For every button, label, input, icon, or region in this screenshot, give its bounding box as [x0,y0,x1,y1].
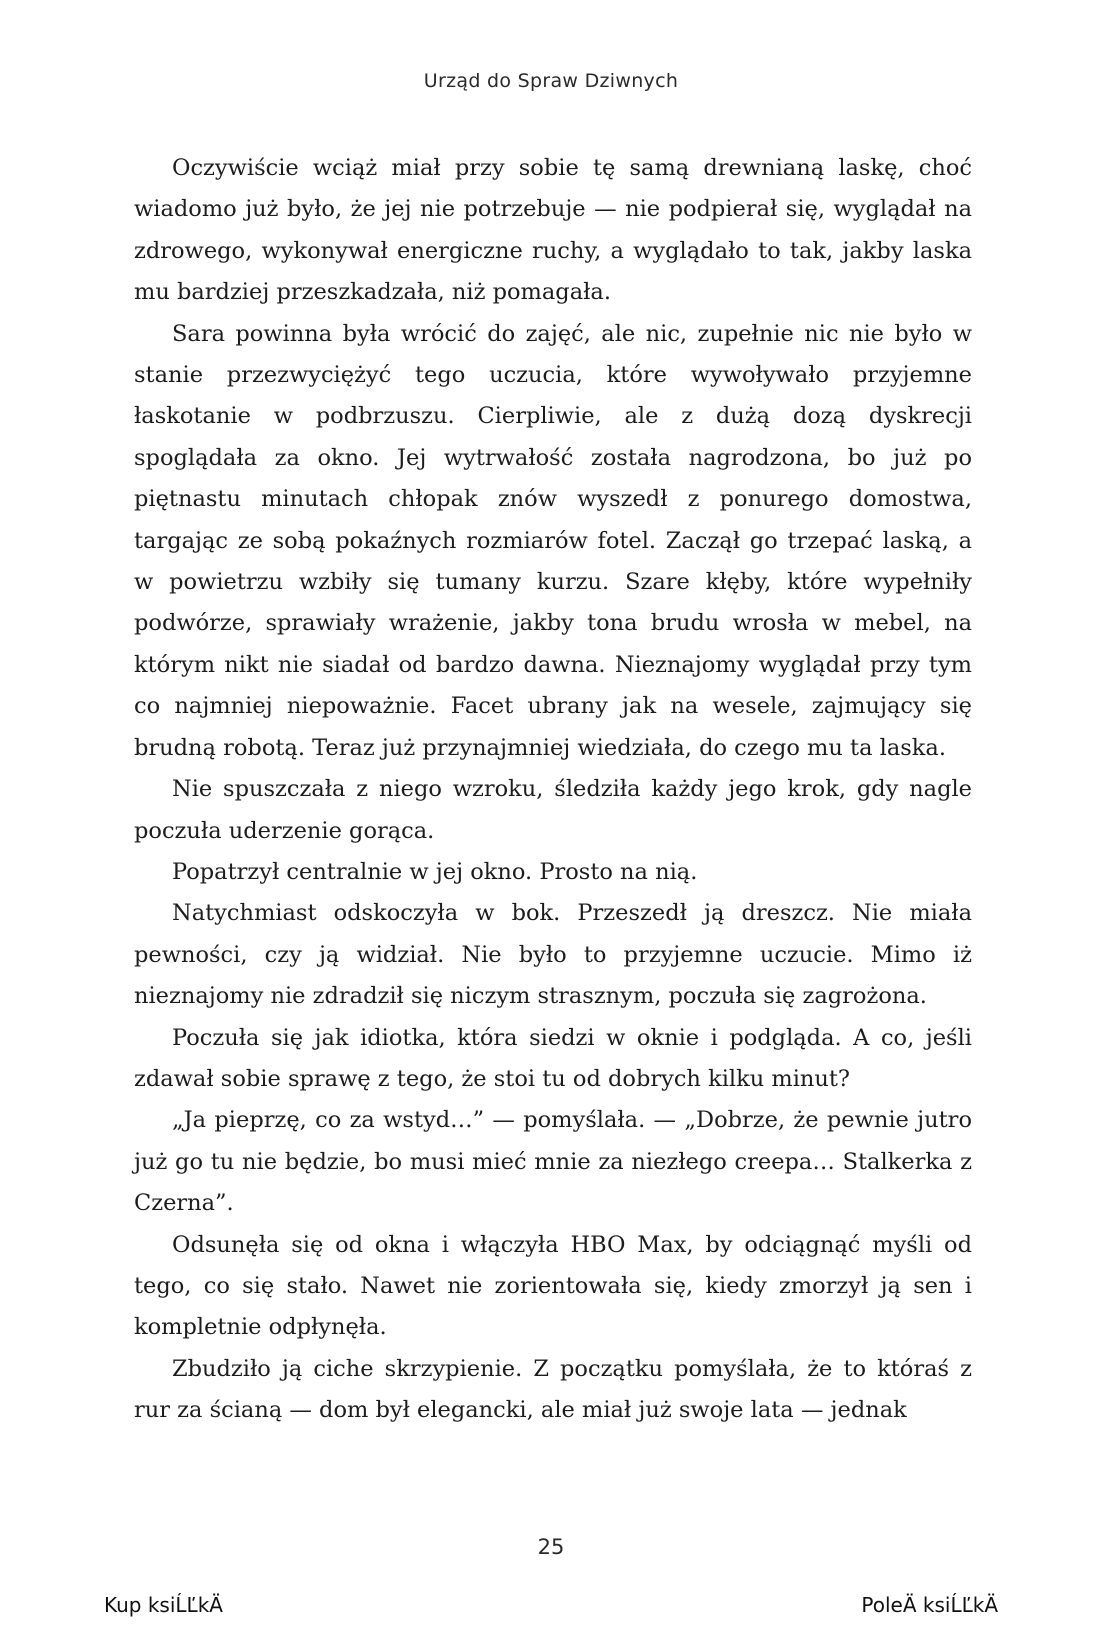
recommend-book-link[interactable]: PoleÄ ksiĹĽkÄ [861,1593,998,1617]
paragraph: Sara powinna była wrócić do zajęć, ale nic, zupełnie nic nie było w stanie przezwyciężyć tego uczucia, które wywoływało przyjemne łaskotanie w podbrzuszu. Cierpliwie, ale z dużą dozą dyskrecji spoglądała za okno. Jej wytrwałość została nagrodzona, bo już po piętnastu minutach chłopak znów wyszedł z ponurego domostwa, targając ze sobą pokaźnych rozmiarów fotel. Zaczął go trzepać laską, a w powietrzu wzbiły się tumany kurzu. Szare kłęby, które wypełniły podwórze, sprawiały wrażenie, jakby tona brudu wrosła w mebel, na którym nikt nie siadał od bardzo dawna. Nieznajomy wyglądał przy tym co najmniej niepoważnie. Facet ubrany jak na wesele, zajmujący się brudną robotą. Teraz już przynajmniej wiedziała, do czego mu ta laska. [134,320,972,761]
running-title: Urząd do Spraw Dziwnych [423,70,679,92]
paragraph: Popatrzył centralnie w jej okno. Prosto na nią. [172,858,698,885]
paragraph: Odsunęła się od okna i włączyła HBO Max, by odciągnąć myśli od tego, co się stało. Nawet nie zorientowała się, kiedy zmorzył ją sen i kompletnie odpłynęła. [134,1231,972,1341]
paragraph: Zbudziło ją ciche skrzypienie. Z początku pomyślała, że to któraś z rur za ścianą — dom był elegancki, ale miał już swoje lata — jednak [134,1355,972,1424]
page-number: 25 [537,1535,565,1559]
body-text [134,148,972,1432]
buy-book-link[interactable]: Kup ksiĹĽkÄ [104,1593,223,1617]
paragraph: „Ja pieprzę, co za wstyd…” — pomyślała. — „Dobrze, że pewnie jutro już go tu nie będzie, bo musi mieć mnie za niezłego creepa… Stalkerka z Czerna”. [134,1107,972,1217]
paragraph: Natychmiast odskoczyła w bok. Przeszedł ją dreszcz. Nie miała pewności, czy ją widział. Nie było to przyjemne uczucie. Mimo iż nieznajomy nie zdradził się niczym strasznym, poczuła się zagrożona. [134,900,972,1010]
paragraph: Oczywiście wciąż miał przy sobie tę samą drewnianą laskę, choć wiadomo już było, że jej nie potrzebuje — nie podpierał się, wyglądał na zdrowego, wykonywał energiczne ruchy, a wyglądało to tak, jakby laska mu bardziej przeszkadzała, niż pomagała. [134,155,972,306]
paragraph: Poczuła się jak idiotka, która siedzi w oknie i podgląda. A co, jeśli zdawał sobie sprawę z tego, że stoi tu od dobrych kilku minut? [134,1024,972,1092]
paragraph: Nie spuszczała z niego wzroku, śledziła każdy jego krok, gdy nagle poczuła uderzenie gorąca. [134,776,972,844]
